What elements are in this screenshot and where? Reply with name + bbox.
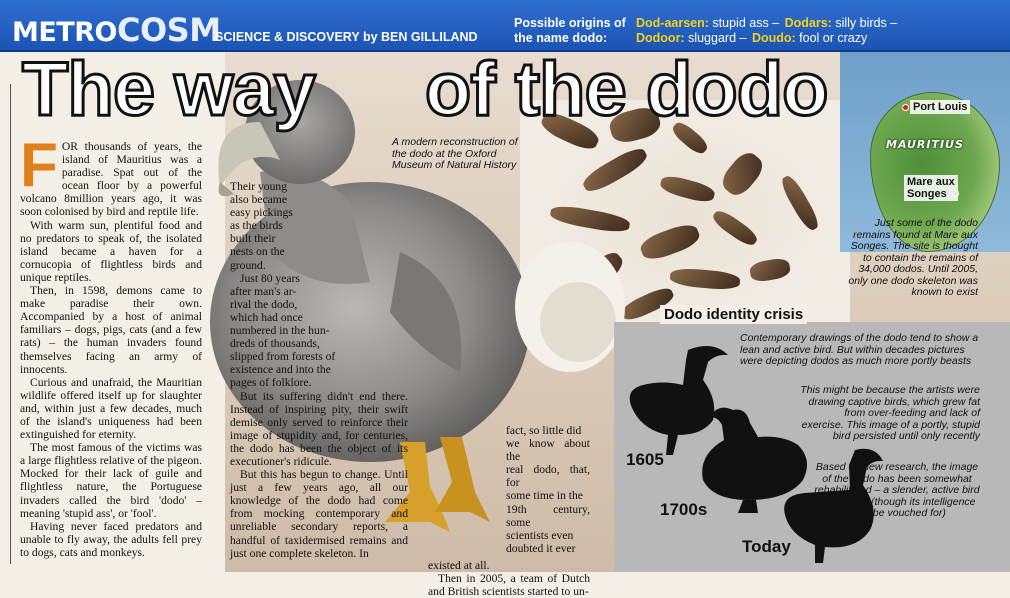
article-line: 19th century, some xyxy=(506,502,590,529)
map-mare-line-2: Songes xyxy=(907,188,947,200)
origin-meaning: fool or crazy xyxy=(795,31,868,45)
article-line: scientists even xyxy=(506,528,574,542)
crisis-text-2: This might be because the artists were drawing captive birds, which grew fat from over-feeding and lack of exercise. This image of a portly, stupid bird persisted until only recently xyxy=(800,384,980,442)
dodo-tail-shade xyxy=(540,282,616,362)
bone xyxy=(669,267,740,291)
brand-logo xyxy=(12,11,221,49)
brand-part-2: COSM xyxy=(116,11,221,49)
article-line: easy pickings xyxy=(230,206,293,220)
drop-cap: F xyxy=(20,131,58,200)
origin-term: Dod-aarsen: xyxy=(636,16,709,30)
article-line: nests on the xyxy=(230,245,285,259)
map-mare-label xyxy=(904,175,958,201)
origin-entry xyxy=(752,31,867,45)
article-line: rival the dodo, xyxy=(230,297,298,311)
article-paragraph: But its suffering didn't end there. Instead of inspiring pity, their swift demise only served to reinforce their image of stupidity and, for centuries, the dodo has been the object of its executioner's ridicule. xyxy=(230,389,408,468)
article-line: some time in the xyxy=(506,489,583,503)
article-paragraph: Curious and unafraid, the Mauritian wildlife offered itself up for slaughter and, within just a few decades, much of the island's uniqueness had been extinguished for eternity. xyxy=(20,375,202,442)
origin-entry xyxy=(636,31,746,45)
article-line: existed at all. xyxy=(428,558,490,572)
headline-part-2: of the dodo xyxy=(424,47,828,132)
article-column-1 xyxy=(20,131,202,559)
left-rule xyxy=(10,84,11,564)
article-line: ground. xyxy=(230,258,266,272)
article-paragraph: OR thousands of years, the island of Mauritius was a paradise. Spat out of the ocean floor by a powerful volcano 8million years ago, it was soon colonised by bird and reptile life. xyxy=(20,140,202,219)
section-byline: SCIENCE & DISCOVERY by BEN GILLILAND xyxy=(215,30,478,44)
article-line: fact, so little did xyxy=(506,424,582,437)
origin-meaning: silly birds – xyxy=(831,16,898,30)
article-line: doubted it ever xyxy=(506,541,576,555)
origin-term: Dodars: xyxy=(784,16,832,30)
article-line: Their young xyxy=(230,180,287,193)
origins-title: Possible origins of the name dodo: xyxy=(514,16,626,45)
port-louis-dot xyxy=(902,104,909,111)
article-paragraph: Then, in 1598, demons came to make paradise their own. Accompanied by a host of animal familiars – dogs, pigs, cats (and a few rats) – the human invaders found themselves facing an army of innocents. xyxy=(20,284,202,376)
brand-part-1: METRO xyxy=(12,17,117,48)
bone xyxy=(749,257,792,284)
article-line: pages of folklore. xyxy=(230,376,312,390)
article-column-3 xyxy=(428,424,590,598)
article-paragraph: Having never faced predators and unable to fly away, the adults fell prey to dogs, cats and monkeys. xyxy=(20,519,202,559)
bone xyxy=(778,173,822,233)
article-line: also became xyxy=(230,193,287,207)
headline xyxy=(22,47,828,132)
bone xyxy=(659,173,717,205)
origin-term: Dodoor: xyxy=(636,31,685,45)
article-line: dreds of thousands, xyxy=(230,337,320,351)
header-band xyxy=(0,0,1010,52)
remains-caption: Just some of the dodo remains found at Mare aux Songes. The site is thought to contain the remains of 34,000 dodos. Until 2005, only one dodo skeleton was known to exist xyxy=(848,217,978,298)
article-paragraph: The most famous of the victims was a large flightless relative of the pigeon. Mocked for their lack of guile and flightless nature, the Portuguese invaders called the bird 'dodo' – meaning 'stupid ass', or 'fool'. xyxy=(20,441,202,520)
map-port-louis-label: Port Louis xyxy=(910,100,970,114)
article-paragraph: But this has begun to change. Until just a few years ago, all our knowledge of the dodo had come from mocking contemporary and unreliable secondary reports, a handful of taxidermised remains and just one complete skeleton. In xyxy=(230,468,408,560)
bone xyxy=(710,207,760,249)
origin-meaning: sluggard – xyxy=(684,31,747,45)
article-line: which had once xyxy=(230,310,303,324)
article-line: we know about the xyxy=(506,437,590,464)
origins-list xyxy=(636,16,966,46)
article-line: as the birds xyxy=(230,219,283,233)
article-line: real dodo, that, for xyxy=(506,463,590,490)
article-line: built their xyxy=(230,232,276,246)
article-column-2 xyxy=(230,180,408,560)
oxford-caption: A modern reconstruction of the dodo at the Oxford Museum of Natural History xyxy=(392,136,518,171)
map-country-label: MAURITIUS xyxy=(886,138,964,151)
origin-entry xyxy=(636,16,779,30)
article-line: existence and into the xyxy=(230,363,331,377)
origin-term: Doudo: xyxy=(751,31,796,45)
crisis-title: Dodo identity crisis xyxy=(660,305,807,324)
article-paragraph: Then in 2005, a team of Dutch and British scientists started to un- xyxy=(428,572,590,598)
article-line: after man's ar- xyxy=(230,284,297,298)
article-line: Just 80 years xyxy=(240,271,300,285)
article-line: numbered in the hun- xyxy=(230,324,330,338)
crisis-text-1: Contemporary drawings of the dodo tend to show a lean and active bird. But within decades pictures were depicting dodos as much more portly beasts xyxy=(740,332,979,367)
origin-entry xyxy=(785,16,898,30)
article-line: slipped from forests of xyxy=(230,350,336,364)
era-label-1700s: 1700s xyxy=(660,500,708,519)
era-label-1605: 1605 xyxy=(626,450,664,469)
article-paragraph: With warm sun, plentiful food and no predators to speak of, the isolated island became a haven for a cornucopia of flightless birds and unique reptiles. xyxy=(20,218,202,284)
crisis-text-3: Based on new research, the image of the dodo has been somewhat rehabilitated – a slender, active bird once more (though its intelligence can't be vouched for) xyxy=(814,461,980,519)
headline-part-1: The way xyxy=(22,47,315,132)
map-mare-line-1: Mare aux xyxy=(907,176,955,188)
origin-meaning: stupid ass – xyxy=(708,16,780,30)
era-label-today: Today xyxy=(742,537,791,556)
bone xyxy=(717,148,767,200)
